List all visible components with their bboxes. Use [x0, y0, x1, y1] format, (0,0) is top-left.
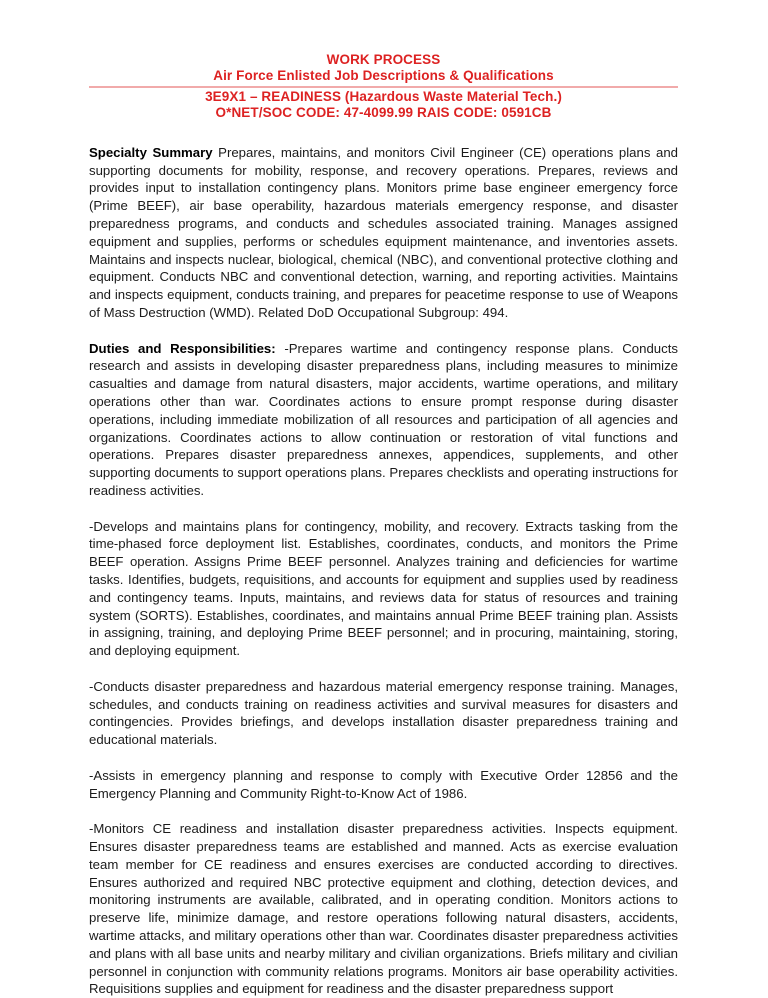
- header-divider: [89, 86, 678, 88]
- section-specialty-summary: [89, 144, 678, 322]
- section-duties-responsibilities: [89, 340, 678, 500]
- document-header: [89, 0, 678, 122]
- section-text-plans-contingency: -Develops and maintains plans for contingency, mobility, and recovery. Extracts tasking from the time-phased force deployment list. Establishes, coordinates, conducts, and monitors the Prime BEEF operation. Assigns Prime BEEF personnel. Analyzes training and deficiencies for wartime tasks. Identifies, budgets, requisitions, and accounts for equipment and supplies used by readiness and contingency teams. Inputs, maintains, and reviews data for status of resources and training system (SORTS). Establishes, coordinates, and maintains annual Prime BEEF training plan. Assists in assigning, training, and deploying Prime BEEF personnel; and in procuring, maintaining, storing, and deploying equipment.: [89, 518, 678, 659]
- section-text-emergency-planning: -Assists in emergency planning and response to comply with Executive Order 12856 and the Emergency Planning and Community Right-to-Know Act of 1986.: [89, 767, 678, 801]
- section-text-training: -Conducts disaster preparedness and hazardous material emergency response training. Manages, schedules, and conducts training on readiness activities and survival measures for disasters and contingencies. Provides briefings, and develops installation disaster preparedness training and educational materials.: [89, 678, 678, 748]
- document-content: [89, 0, 678, 998]
- section-text-duties-responsibilities: -Prepares wartime and contingency response plans. Conducts research and assists in developing disaster preparedness plans, including measures to minimize casualties and damage from natural disasters, major accidents, wartime operations, and military operations other than war. Coordinates actions to ensure prompt response during disaster operations, including immediate mobilization of all resources and participation of all agencies and organizations. Coordinates actions to allow continuation or restoration of vital functions and operations. Prepares disaster preparedness annexes, appendices, supplements, and other supporting documents to support operations plans. Prepares checklists and operating instructions for readiness activities.: [89, 340, 678, 499]
- section-text-monitors-ce-readiness: -Monitors CE readiness and installation disaster preparedness activities. Inspects equipment. Ensures disaster preparedness teams are established and manned. Acts as exercise evaluation team member for CE readiness and ensures exercises are conducted according to directives. Ensures authorized and required NBC protective equipment and clothing, detection devices, and monitoring instruments are available, calibrated, and in operating condition. Monitors actions to preserve life, minimize damage, and restore operations following natural disasters, accidents, wartime attacks, and military operations other than war. Coordinates disaster preparedness activities and plans with all base units and nearby military and civilian organizations. Briefs military and civilian personnel in conjunction with community relations programs. Monitors air base operability activities. Requisitions supplies and equipment for readiness and the disaster preparedness support: [89, 821, 678, 997]
- document-body: [89, 144, 678, 998]
- header-codes: O*NET/SOC CODE: 47-4099.99 RAIS CODE: 0591CB: [215, 105, 552, 121]
- section-heading-specialty-summary: Specialty Summary: [89, 144, 213, 160]
- section-monitors-ce-readiness: [89, 820, 678, 998]
- header-title-work-process: WORK PROCESS: [326, 52, 441, 67]
- section-training: [89, 678, 678, 749]
- section-emergency-planning: [89, 767, 678, 803]
- section-text-specialty-summary: Prepares, maintains, and monitors Civil Engineer (CE) operations plans and supporting documents for mobility, response, and recovery operations. Prepares, reviews and provides input to installation contingency plans. Monitors prime base engineer emergency force (Prime BEEF), air base operability, hazardous materials emergency response, and disaster preparedness programs, and conducts and schedules associated training. Manages assigned equipment and supplies, performs or schedules equipment maintenance, and inventories assets. Maintains and inspects nuclear, biological, chemical (NBC), and conventional protective clothing and equipment. Conducts NBC and conventional detection, warning, and reporting activities. Maintains and inspects equipment, conducts training, and prepares for peacetime response to use of Weapons of Mass Destruction (WMD). Related DoD Occupational Subgroup: 494.: [89, 144, 678, 321]
- header-subtitle-job-descriptions: Air Force Enlisted Job Descriptions & Qualifications: [213, 68, 554, 84]
- header-afsc-title: 3E9X1 – READINESS (Hazardous Waste Material Tech.): [205, 88, 562, 104]
- section-heading-duties-responsibilities: Duties and Responsibilities:: [89, 340, 276, 356]
- section-plans-contingency: [89, 518, 678, 660]
